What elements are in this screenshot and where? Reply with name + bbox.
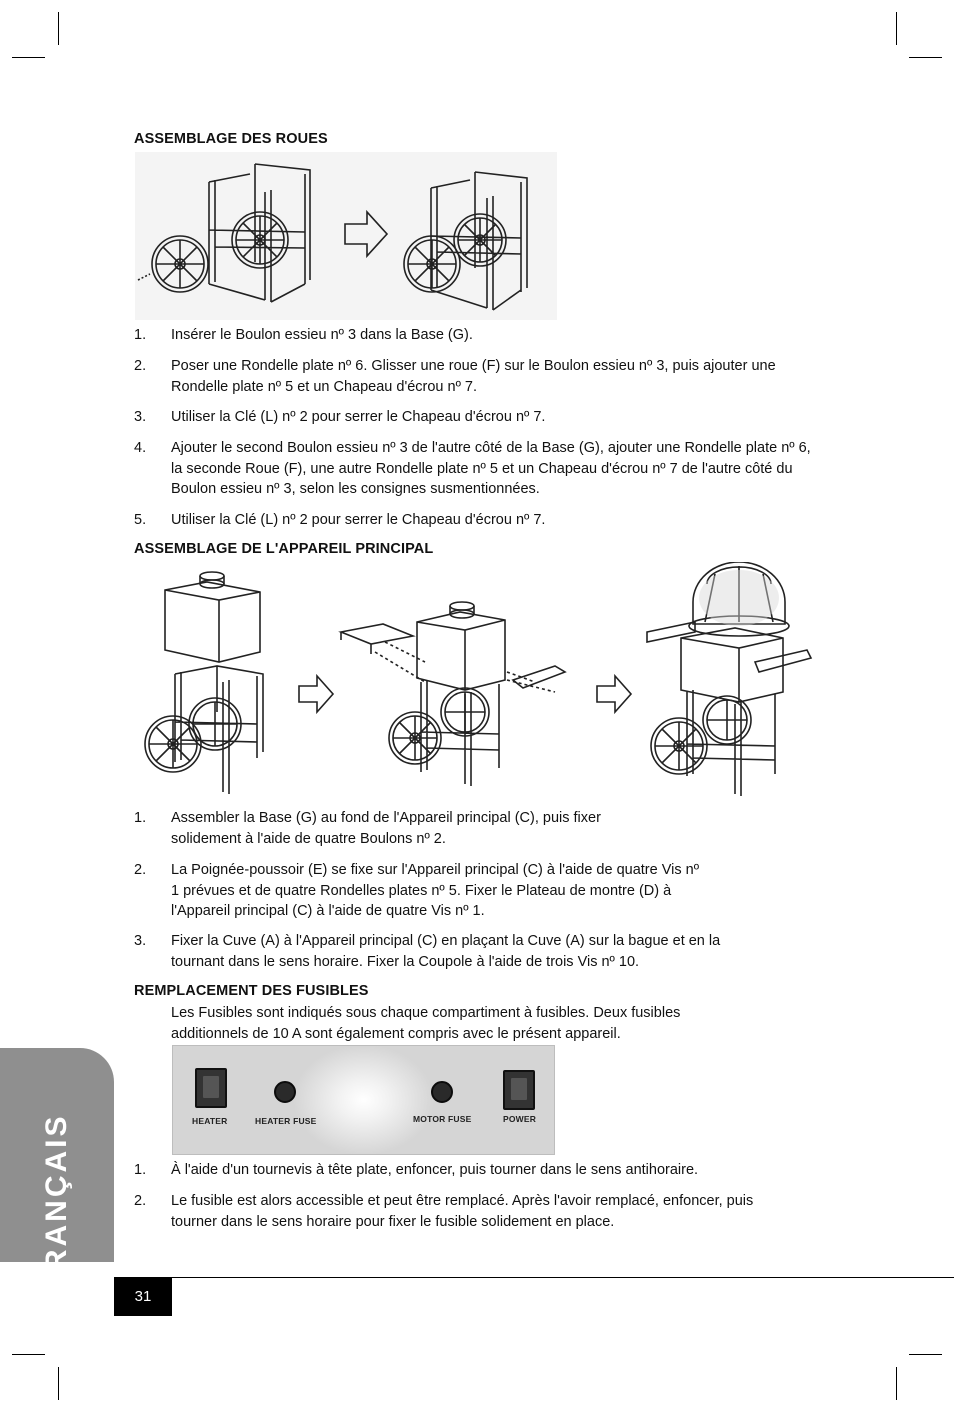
list-item: 3. Utiliser la Clé (L) nº 2 pour serrer le Chapeau d'écrou nº 7.: [134, 409, 546, 425]
crop-mark: [12, 57, 45, 58]
section-title-wheels: ASSEMBLAGE DES ROUES: [134, 131, 328, 147]
language-tab: [0, 1048, 114, 1293]
list-item: 3. Fixer la Cuve (A) à l'Appareil principal (C) en plaçant la Cuve (A) sur la bague et en la tournant dans le sens horaire. Fixer la Coupole à l'aide de trois Vis nº 10.: [134, 933, 721, 970]
motor-fuse-icon: [431, 1081, 453, 1103]
power-switch-icon: [503, 1070, 535, 1110]
crop-mark: [909, 57, 942, 58]
section-title-fuses: REMPLACEMENT DES FUSIBLES: [134, 983, 369, 999]
heater-fuse-icon: [274, 1081, 296, 1103]
crop-mark: [896, 12, 897, 45]
fuse-panel-photo: [172, 1045, 555, 1155]
wheel-assembly-figure: [135, 152, 557, 320]
list-item: 1. À l'aide d'un tournevis à tête plate, enfoncer, puis tourner dans le sens antihoraire.: [134, 1162, 699, 1178]
heater-fuse-label: HEATER FUSE: [255, 1116, 317, 1126]
list-item: 5. Utiliser la Clé (L) nº 2 pour serrer le Chapeau d'écrou nº 7.: [134, 512, 546, 528]
crop-mark: [12, 1354, 45, 1355]
list-item: 1. Insérer le Boulon essieu nº 3 dans la Base (G).: [134, 327, 473, 343]
heater-switch-icon: [195, 1068, 227, 1108]
list-item: 2. Le fusible est alors accessible et peut être remplacé. Après l'avoir remplacé, enfoncer, puis tourner dans le sens horaire pour fixer le fusible solidement en place.: [134, 1193, 754, 1230]
list-item: 2. La Poignée-poussoir (E) se fixe sur l'Appareil principal (C) à l'aide de quatre Vis nº 1 prévues et de quatre Rondelles plates nº 5. Fixer le Plateau de montre (D) à l'Appareil principal (C) à l'aide de quatre Vis nº 1.: [134, 862, 699, 919]
power-label: POWER: [503, 1114, 537, 1124]
page-number: 31: [114, 1278, 172, 1316]
list-item: 1. Assembler la Base (G) au fond de l'Appareil principal (C), puis fixer solidement à l'aide de quatre Boulons nº 2.: [134, 810, 601, 847]
section-title-main-unit: ASSEMBLAGE DE L'APPAREIL PRINCIPAL: [134, 541, 434, 557]
footer-rule: [114, 1277, 954, 1278]
motor-fuse-label: MOTOR FUSE: [413, 1114, 472, 1124]
fuse-intro: Les Fusibles sont indiqués sous chaque compartiment à fusibles. Deux fusibles additionnels de 10 A sont également compris avec le présent appareil.: [171, 1005, 681, 1042]
crop-mark: [58, 1367, 59, 1400]
language-label: FRANÇAIS: [40, 1113, 73, 1293]
crop-mark: [58, 12, 59, 45]
list-item: 2. Poser une Rondelle plate nº 6. Glisser une roue (F) sur le Boulon essieu nº 3, puis ajouter une Rondelle plate nº 5 et un Chapeau d'écrou nº 7.: [134, 358, 776, 395]
main-unit-assembly-figure: [135, 562, 815, 802]
list-item: 4. Ajouter le second Boulon essieu nº 3 de l'autre côté de la Base (G), ajouter une Rondelle plate nº 6, la seconde Roue (F), une autre Rondelle plate nº 5 et un Chapeau d'écrou nº 7 de l'autre côté du Boulon essieu nº 3, selon les consignes susmentionnées.: [134, 440, 811, 497]
crop-mark: [909, 1354, 942, 1355]
heater-label: HEATER: [192, 1116, 228, 1126]
crop-mark: [896, 1367, 897, 1400]
